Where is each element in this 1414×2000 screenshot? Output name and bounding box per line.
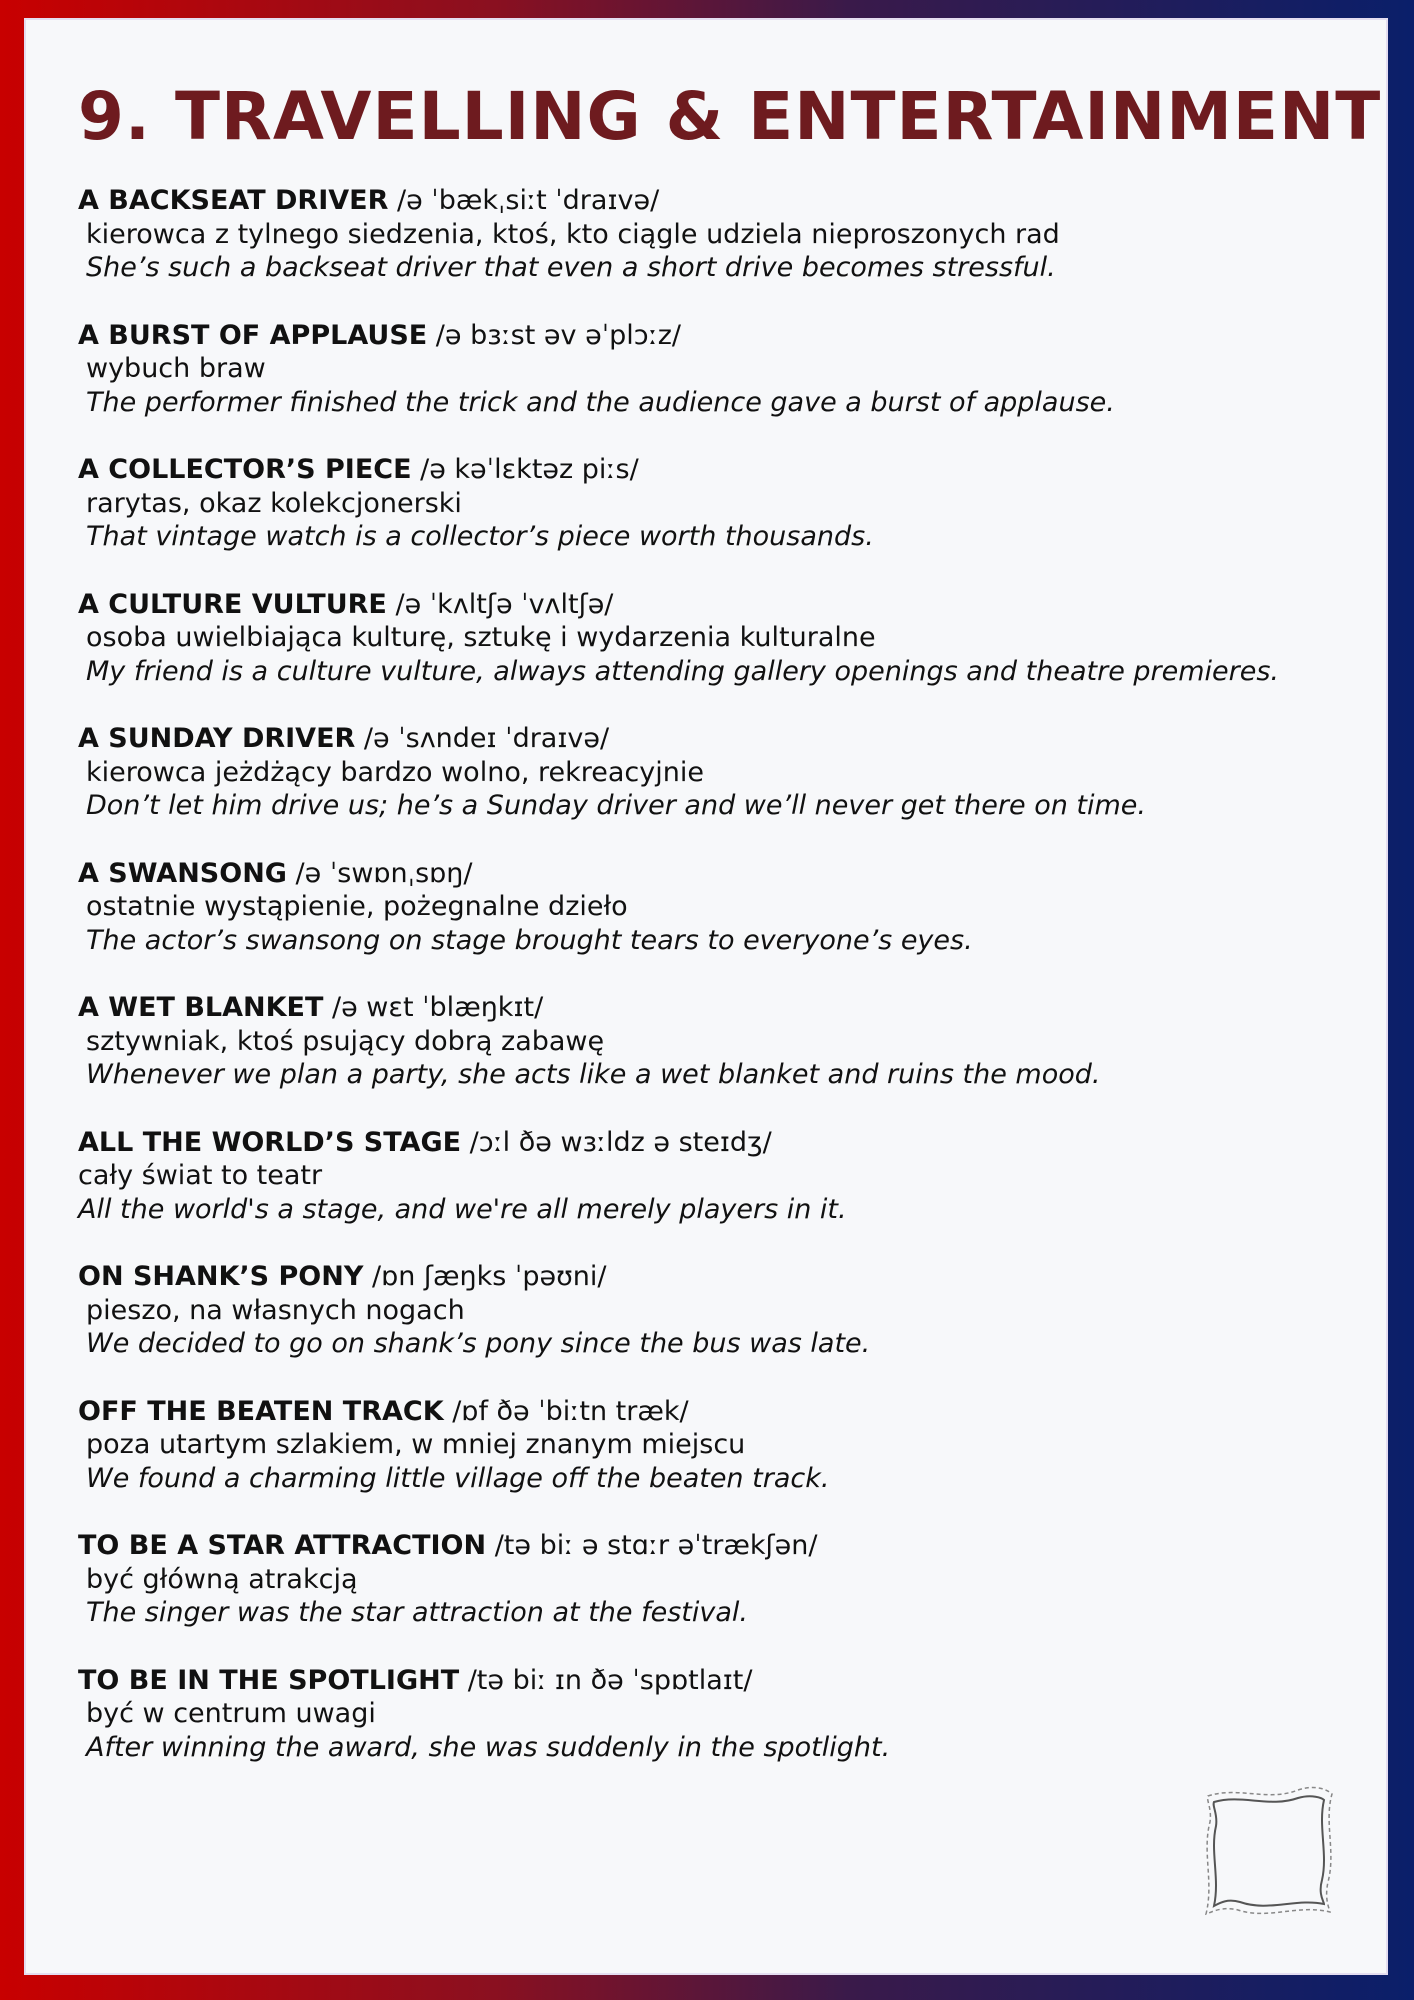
idiom-term: TO BE IN THE SPOTLIGHT — [78, 1664, 460, 1696]
idiom-example: The singer was the star attraction at the festival. — [86, 1597, 748, 1628]
idiom-example: She’s such a backseat driver that even a short drive becomes stressful. — [86, 252, 1056, 283]
idiom-example: We decided to go on shank’s pony since the bus was late. — [86, 1328, 871, 1359]
idiom-term: A SUNDAY DRIVER — [78, 723, 356, 754]
document-sheet — [24, 18, 1388, 1975]
postage-stamp-icon — [1198, 1782, 1340, 1922]
idiom-entry — [78, 857, 1318, 958]
idiom-term: A CULTURE VULTURE — [78, 588, 387, 620]
idiom-pronunciation: /tə biː ə stɑːr əˈtrækʃən/ — [486, 1530, 818, 1561]
idiom-translation: kierowca z tylnego siedzenia, ktoś, kto ciągle udziela nieproszonych rad — [86, 218, 1060, 250]
idiom-translation: wybuch braw — [86, 353, 266, 384]
idiom-example: My friend is a culture vulture, always attending gallery openings and theatre premieres. — [86, 655, 1280, 687]
idiom-entry — [78, 453, 1318, 554]
idiom-translation: rarytas, okaz kolekcjonerski — [86, 487, 462, 519]
idiom-translation: poza utartym szlakiem, w mniej znanym miejscu — [86, 1429, 746, 1460]
idiom-translation: cały świat to teatr — [78, 1160, 323, 1191]
idiom-pronunciation: /ɔːl ðə wɜːldz ə steɪdʒ/ — [461, 1126, 772, 1158]
idiom-example: The actor’s swansong on stage brought tears to everyone’s eyes. — [86, 924, 973, 956]
idiom-term: A WET BLANKET — [78, 992, 324, 1023]
idiom-translation: sztywniak, ktoś psujący dobrą zabawę — [86, 1025, 605, 1057]
idiom-example: Don’t let him drive us; he’s a Sunday driver and we’ll never get there on time. — [86, 790, 1146, 821]
idiom-term: A SWANSONG — [78, 857, 287, 889]
idiom-translation: ostatnie wystąpienie, pożegnalne dzieło — [86, 891, 628, 922]
idiom-entry — [78, 1260, 1318, 1361]
idiom-example: After winning the award, she was suddenly in the spotlight. — [86, 1731, 891, 1763]
idiom-example: That vintage watch is a collector’s piece worth thousands. — [86, 521, 874, 552]
idiom-term: ALL THE WORLD’S STAGE — [78, 1126, 462, 1158]
idiom-example: The performer finished the trick and the audience gave a burst of applause. — [86, 386, 1115, 418]
idiom-translation: osoba uwielbiająca kulturę, sztukę i wydarzenia kulturalne — [86, 622, 876, 653]
idiom-entry — [78, 588, 1318, 689]
idiom-term: ON SHANK’S PONY — [78, 1261, 364, 1292]
idiom-entry — [78, 1126, 1318, 1227]
idiom-term: A BURST OF APPLAUSE — [78, 319, 428, 351]
idiom-translation: być w centrum uwagi — [86, 1698, 376, 1729]
idiom-term: A COLLECTOR’S PIECE — [78, 454, 412, 485]
idiom-list — [78, 184, 1318, 1798]
idiom-term: OFF THE BEATEN TRACK — [78, 1395, 444, 1427]
idiom-term: A BACKSEAT DRIVER — [78, 185, 389, 216]
idiom-entry — [78, 1395, 1318, 1496]
idiom-pronunciation: /ə ˈsʌndeɪ ˈdraɪvə/ — [355, 723, 610, 754]
idiom-entry — [78, 319, 1318, 420]
page-title: 9. TRAVELLING & ENTERTAINMENT — [78, 78, 1382, 155]
idiom-translation: pieszo, na własnych nogach — [86, 1294, 465, 1326]
idiom-term: TO BE A STAR ATTRACTION — [78, 1530, 487, 1561]
idiom-entry — [78, 991, 1318, 1092]
idiom-translation: kierowca jeżdżący bardzo wolno, rekreacyjnie — [86, 756, 704, 788]
idiom-pronunciation: /tə biː ɪn ðə ˈspɒtlaɪt/ — [459, 1664, 753, 1696]
idiom-entry — [78, 722, 1318, 823]
idiom-example: We found a charming little village off the beaten track. — [86, 1462, 830, 1494]
idiom-pronunciation: /ə kəˈlɛktəz piːs/ — [411, 454, 639, 485]
idiom-pronunciation: /ə wɛt ˈblæŋkɪt/ — [323, 992, 544, 1023]
idiom-entry — [78, 184, 1318, 285]
idiom-entry — [78, 1664, 1318, 1765]
idiom-pronunciation: /ə bɜːst əv əˈplɔːz/ — [427, 319, 681, 351]
idiom-example: Whenever we plan a party, she acts like a wet blanket and ruins the mood. — [86, 1059, 1101, 1090]
idiom-example: All the world's a stage, and we're all merely players in it. — [78, 1193, 847, 1225]
idiom-pronunciation: /ə ˈkʌltʃə ˈvʌltʃə/ — [386, 588, 614, 620]
idiom-pronunciation: /ə ˈbækˌsiːt ˈdraɪvə/ — [388, 185, 660, 216]
idiom-pronunciation: /ə ˈswɒnˌsɒŋ/ — [286, 857, 473, 889]
idiom-translation: być główną atrakcją — [86, 1563, 358, 1595]
idiom-pronunciation: /ɒf ðə ˈbiːtn træk/ — [443, 1395, 689, 1427]
idiom-entry — [78, 1529, 1318, 1630]
idiom-pronunciation: /ɒn ʃæŋks ˈpəʊni/ — [363, 1261, 607, 1292]
